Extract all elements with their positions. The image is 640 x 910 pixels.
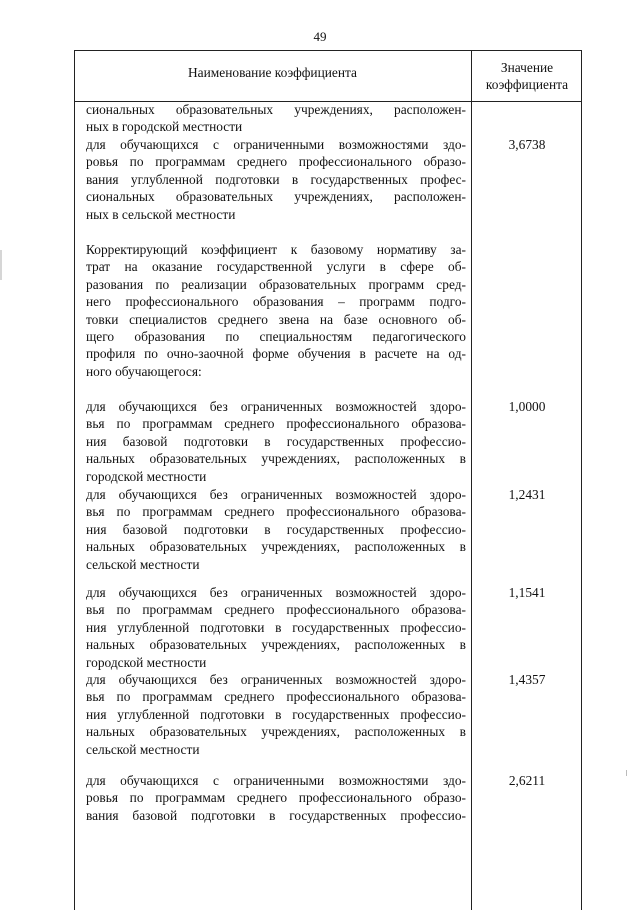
text-line: вания базовой подготовки в государственных профессио- [86, 807, 466, 823]
coefficient-text-3 [86, 398, 466, 485]
text-line: ния базовой подготовки в государственных профессио- [86, 521, 466, 537]
coefficient-value-6: 1,4357 [508, 672, 546, 687]
coefficient-text-5 [86, 584, 466, 671]
coefficient-text-0 [86, 101, 466, 136]
text-line: щего образования по специальностям педагогического [86, 329, 466, 345]
text-line: ного обучающегося: [86, 363, 202, 379]
coefficient-text-4 [86, 486, 466, 573]
text-line: ния базовой подготовки в государственных профессио- [86, 433, 466, 449]
coefficient-value-5: 1,1541 [508, 585, 546, 600]
coefficient-value-4: 1,2431 [508, 487, 546, 502]
header-value-line1: Значение [500, 60, 554, 75]
text-line: товки специалистов среднего звена на базе основного об- [86, 311, 466, 327]
text-line: вания углубленной подготовки в государственных профес- [86, 171, 466, 187]
text-line: городской местности [86, 468, 207, 484]
text-line: вья по программам среднего профессионального образова- [86, 504, 466, 520]
coefficient-text-7 [86, 772, 466, 824]
text-line: ровья по программам среднего профессионального образо- [86, 790, 466, 806]
text-line: нальных образовательных учреждениях, расположенных в [86, 637, 466, 653]
text-line: нальных образовательных учреждениях, расположенных в [86, 451, 466, 467]
coefficient-value-1: 3,6738 [508, 137, 546, 152]
text-line: вья по программам среднего профессионального образова- [86, 602, 466, 618]
text-line: ния углубленной подготовки в государственных профессио- [86, 706, 466, 722]
text-line: вья по программам среднего профессионального образова- [86, 416, 466, 432]
text-line: для обучающихся с ограниченными возможностями здо- [86, 773, 466, 788]
text-line: сиональных образовательных учреждениях, расположен- [86, 189, 466, 205]
text-line: разования по реализации образовательных программ сред- [86, 276, 466, 292]
text-line: вья по программам среднего профессионального образова- [86, 689, 466, 705]
text-line: профиля по очно-заочной форме обучения в расчете на од- [86, 346, 466, 362]
text-line: нальных образовательных учреждениях, расположенных в [86, 539, 466, 555]
text-line: ния углубленной подготовки в государственных профессио- [86, 619, 466, 635]
text-line: него профессионального образования – программ подго- [86, 294, 466, 310]
text-line: ных в городской местности [86, 119, 243, 135]
coefficient-value-7: 2,6211 [508, 773, 546, 788]
text-line: городской местности [86, 654, 207, 670]
scan-mark [626, 770, 627, 776]
text-line: Корректирующий коэффициент к базовому нормативу за- [86, 242, 466, 257]
coefficient-text-6 [86, 671, 466, 758]
header-value-line2: коэффициента [485, 77, 569, 92]
text-line: ровья по программам среднего профессионального образо- [86, 154, 466, 170]
header-value [472, 59, 582, 93]
coefficient-value-3: 1,0000 [508, 399, 546, 414]
text-line: для обучающихся без ограниченных возможностей здоро- [86, 585, 466, 600]
text-line: сиональных образовательных учреждениях, расположен- [86, 102, 466, 117]
text-line: сельской местности [86, 741, 200, 757]
text-line: для обучающихся без ограниченных возможностей здоро- [86, 672, 466, 687]
text-line: трат на оказание государственной услуги в сфере об- [86, 259, 466, 275]
coefficient-text-1 [86, 136, 466, 223]
text-line: нальных образовательных учреждениях, расположенных в [86, 724, 466, 740]
text-line: ных в сельской местности [86, 206, 236, 222]
text-line: сельской местности [86, 556, 200, 572]
text-line: для обучающихся без ограниченных возможностей здоро- [86, 487, 466, 502]
text-line: для обучающихся с ограниченными возможностями здо- [86, 137, 466, 152]
header-name: Наименование коэффициента [188, 65, 357, 80]
coefficient-heading [86, 241, 466, 380]
page-number: 49 [313, 29, 327, 44]
text-line: для обучающихся без ограниченных возможностей здоро- [86, 399, 466, 414]
scan-mark [0, 250, 2, 280]
